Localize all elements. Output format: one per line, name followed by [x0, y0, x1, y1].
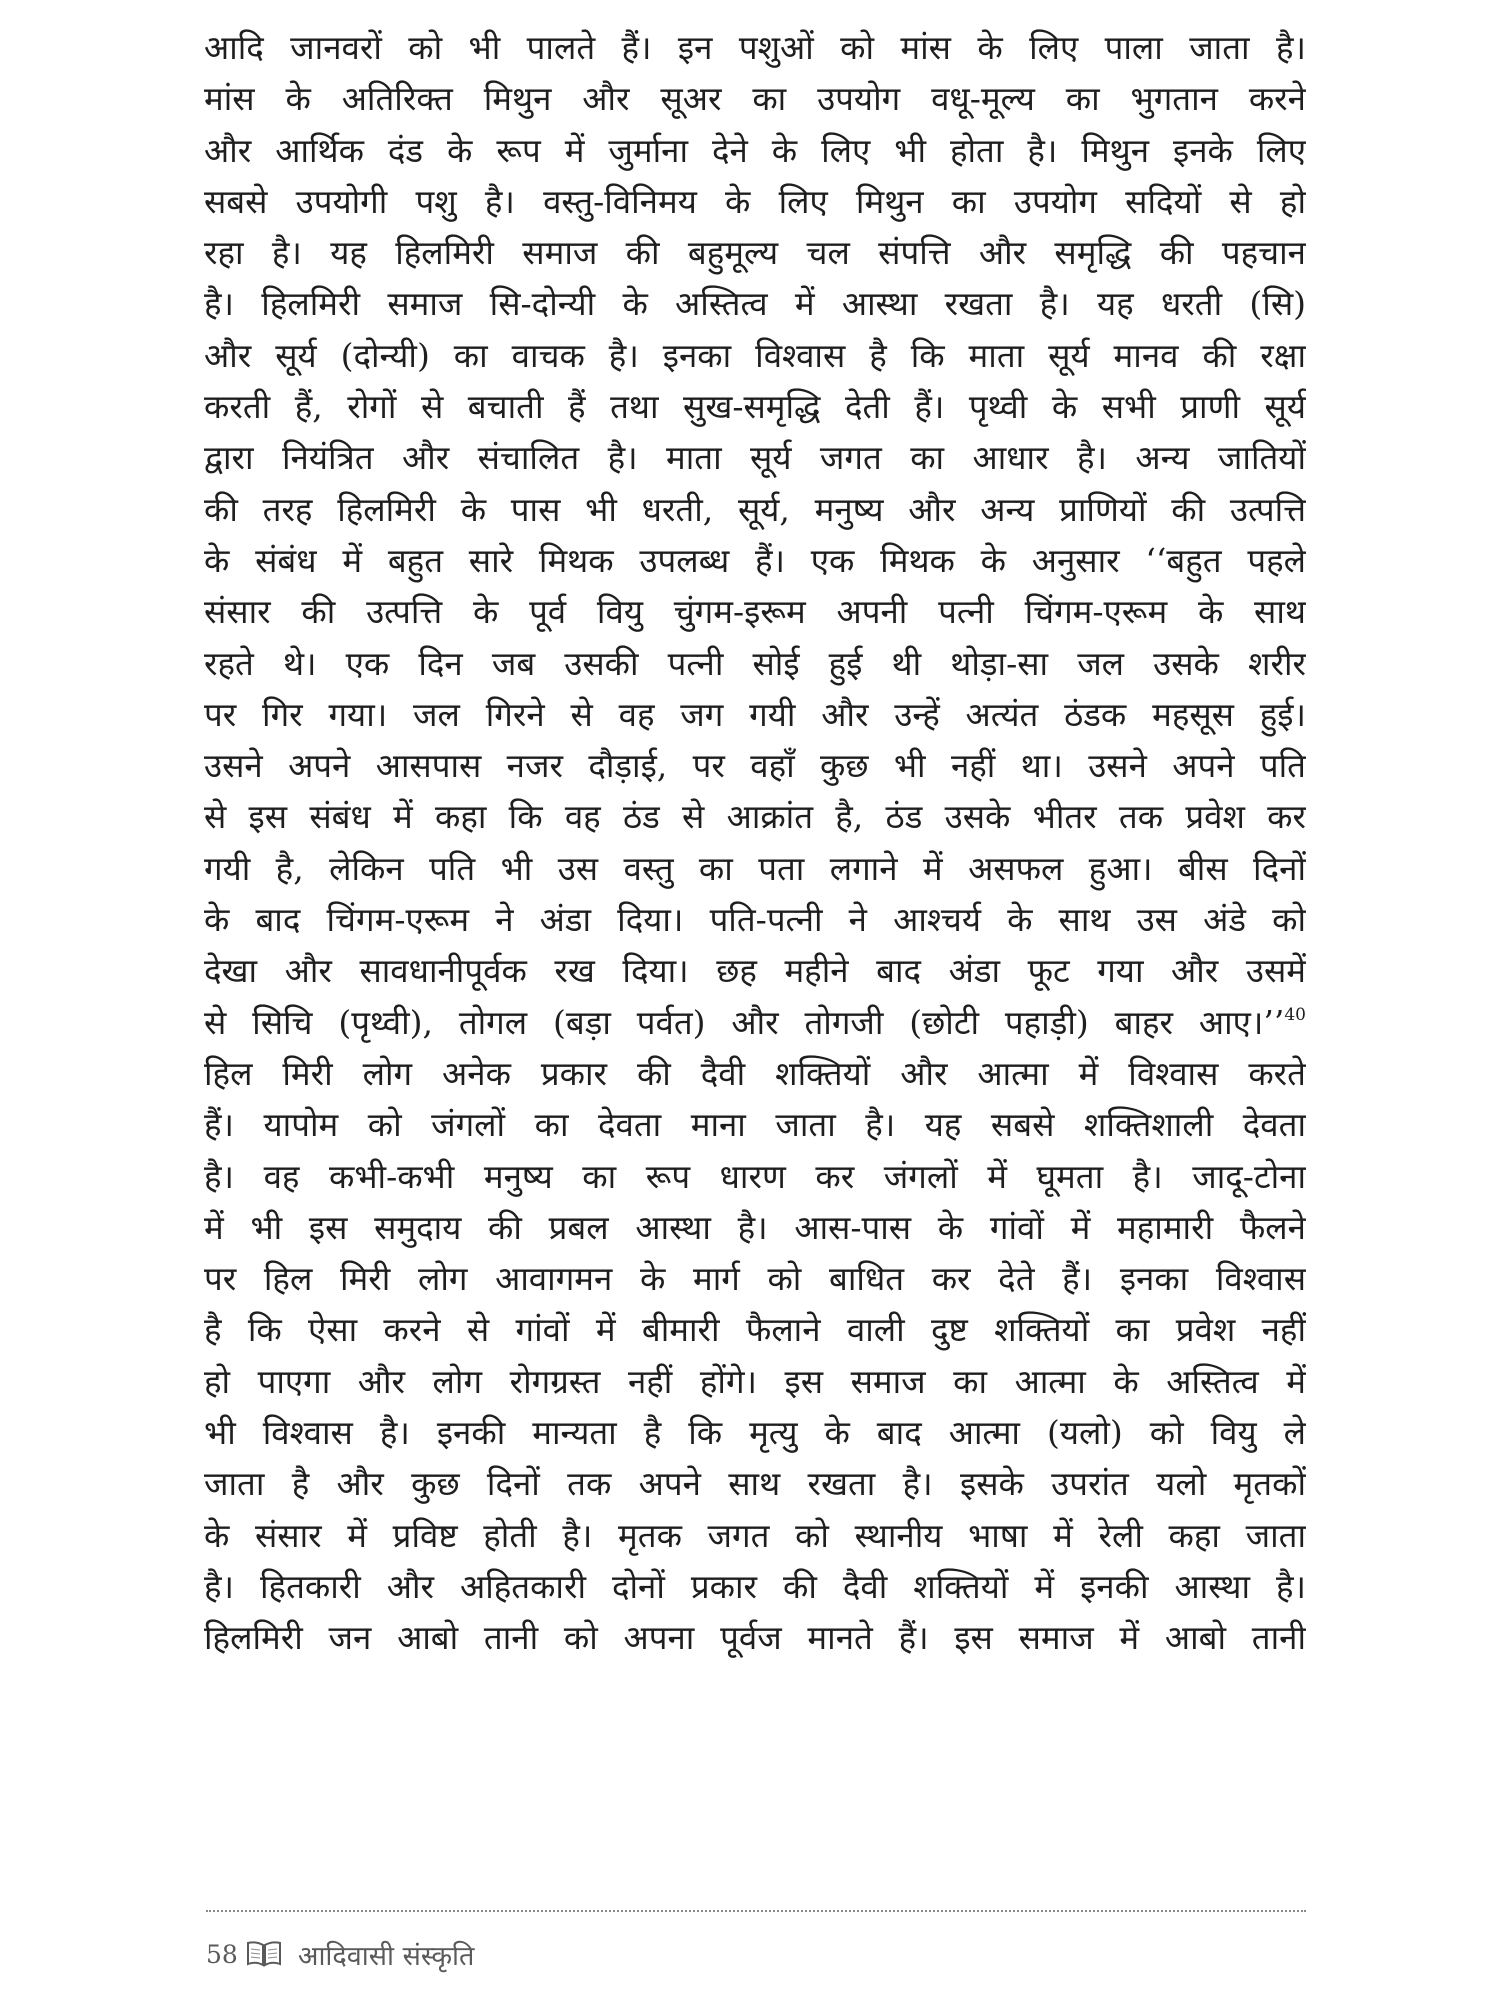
text-line: है। वह कभी-कभी मनुष्य का रूप धारण कर जंगलों में घूमता है। जादू-टोना [204, 1156, 1306, 1196]
page-number: 58 [206, 1939, 238, 1969]
text-line: के संबंध में बहुत सारे मिथक उपलब्ध हैं। एक मिथक के अनुसार ‘‘बहुत पहले [204, 540, 1306, 580]
text-line: मांस के अतिरिक्त मिथुन और सूअर का उपयोग वधू-मूल्य का भुगतान करने [204, 79, 1306, 119]
text-line: की तरह हिलमिरी के पास भी धरती, सूर्य, मनुष्य और अन्य प्राणियों की उत्पत्ति [204, 489, 1306, 529]
text-line: है। हितकारी और अहितकारी दोनों प्रकार की दैवी शक्तियों में इनकी आस्था है। [204, 1566, 1306, 1606]
text-line: जाता है और कुछ दिनों तक अपने साथ रखता है। इसके उपरांत यलो मृतकों [204, 1464, 1306, 1504]
text-line: भी विश्वास है। इनकी मान्यता है कि मृत्यु के बाद आत्मा (यलो) को वियु ले [204, 1413, 1306, 1453]
open-book-icon [246, 1939, 282, 1969]
text-line: सबसे उपयोगी पशु है। वस्तु-विनिमय के लिए मिथुन का उपयोग सदियों से हो [204, 181, 1306, 221]
text-line: उसने अपने आसपास नजर दौड़ाई, पर वहाँ कुछ भी नहीं था। उसने अपने पति [204, 746, 1306, 786]
text-line: देखा और सावधानीपूर्वक रख दिया। छह महीने बाद अंडा फूट गया और उसमें [204, 951, 1306, 991]
text-line-content: से सिचि (पृथ्वी), तोगल (बड़ा पर्वत) और तोगजी (छोटी पहाड़ी) बाहर आए।’’ [204, 1002, 1285, 1042]
text-line: रहते थे। एक दिन जब उसकी पत्नी सोई हुई थी थोड़ा-सा जल उसके शरीर [204, 643, 1306, 683]
text-line: पर गिर गया। जल गिरने से वह जग गयी और उन्हें अत्यंत ठंडक महसूस हुई। [204, 694, 1306, 734]
text-line: और आर्थिक दंड के रूप में जुर्माना देने के लिए भी होता है। मिथुन इनके लिए [204, 130, 1306, 170]
text-line: और सूर्य (दोन्यी) का वाचक है। इनका विश्वास है कि माता सूर्य मानव की रक्षा [204, 335, 1306, 375]
text-line: से इस संबंध में कहा कि वह ठंड से आक्रांत है, ठंड उसके भीतर तक प्रवेश कर [204, 797, 1306, 837]
text-line: गयी है, लेकिन पति भी उस वस्तु का पता लगाने में असफल हुआ। बीस दिनों [204, 848, 1306, 888]
text-line: हिलमिरी जन आबो तानी को अपना पूर्वज मानते हैं। इस समाज में आबो तानी [204, 1618, 1306, 1658]
text-line: में भी इस समुदाय की प्रबल आस्था है। आस-पास के गांवों में महामारी फैलने [204, 1207, 1306, 1247]
body-text [204, 22, 1306, 1664]
text-line: के संसार में प्रविष्ट होती है। मृतक जगत को स्थानीय भाषा में रेली कहा जाता [204, 1515, 1306, 1555]
text-line: पर हिल मिरी लोग आवागमन के मार्ग को बाधित कर देते हैं। इनका विश्वास [204, 1259, 1306, 1299]
text-line-with-footnote [204, 997, 1306, 1048]
footer-divider [206, 1910, 1306, 1912]
text-line: हिल मिरी लोग अनेक प्रकार की दैवी शक्तियों और आत्मा में विश्वास करते [204, 1053, 1306, 1093]
footnote-reference[interactable]: 40 [1284, 1004, 1306, 1025]
page-footer [206, 1932, 474, 1976]
text-line: के बाद चिंगम-एरूम ने अंडा दिया। पति-पत्नी ने आश्चर्य के साथ उस अंडे को [204, 900, 1306, 940]
text-line: करती हैं, रोगों से बचाती हैं तथा सुख-समृद्धि देती हैं। पृथ्वी के सभी प्राणी सूर्य [204, 387, 1306, 427]
text-line: आदि जानवरों को भी पालते हैं। इन पशुओं को मांस के लिए पाला जाता है। [204, 28, 1306, 67]
text-line: है। हिलमिरी समाज सि-दोन्यी के अस्तित्व में आस्था रखता है। यह धरती (सि) [204, 284, 1306, 324]
text-line: द्वारा नियंत्रित और संचालित है। माता सूर्य जगत का आधार है। अन्य जातियों [204, 438, 1306, 478]
book-title: आदिवासी संस्कृति [297, 1940, 475, 1972]
text-line: संसार की उत्पत्ति के पूर्व वियु चुंगम-इरूम अपनी पत्नी चिंगम-एरूम के साथ [204, 592, 1306, 632]
text-line: है कि ऐसा करने से गांवों में बीमारी फैलाने वाली दुष्ट शक्तियों का प्रवेश नहीं [204, 1310, 1306, 1350]
text-line: हैं। यापोम को जंगलों का देवता माना जाता है। यह सबसे शक्तिशाली देवता [204, 1105, 1306, 1145]
text-line: रहा है। यह हिलमिरी समाज की बहुमूल्य चल संपत्ति और समृद्धि की पहचान [204, 233, 1306, 273]
text-line: हो पाएगा और लोग रोगग्रस्त नहीं होंगे। इस समाज का आत्मा के अस्तित्व में [204, 1361, 1306, 1401]
